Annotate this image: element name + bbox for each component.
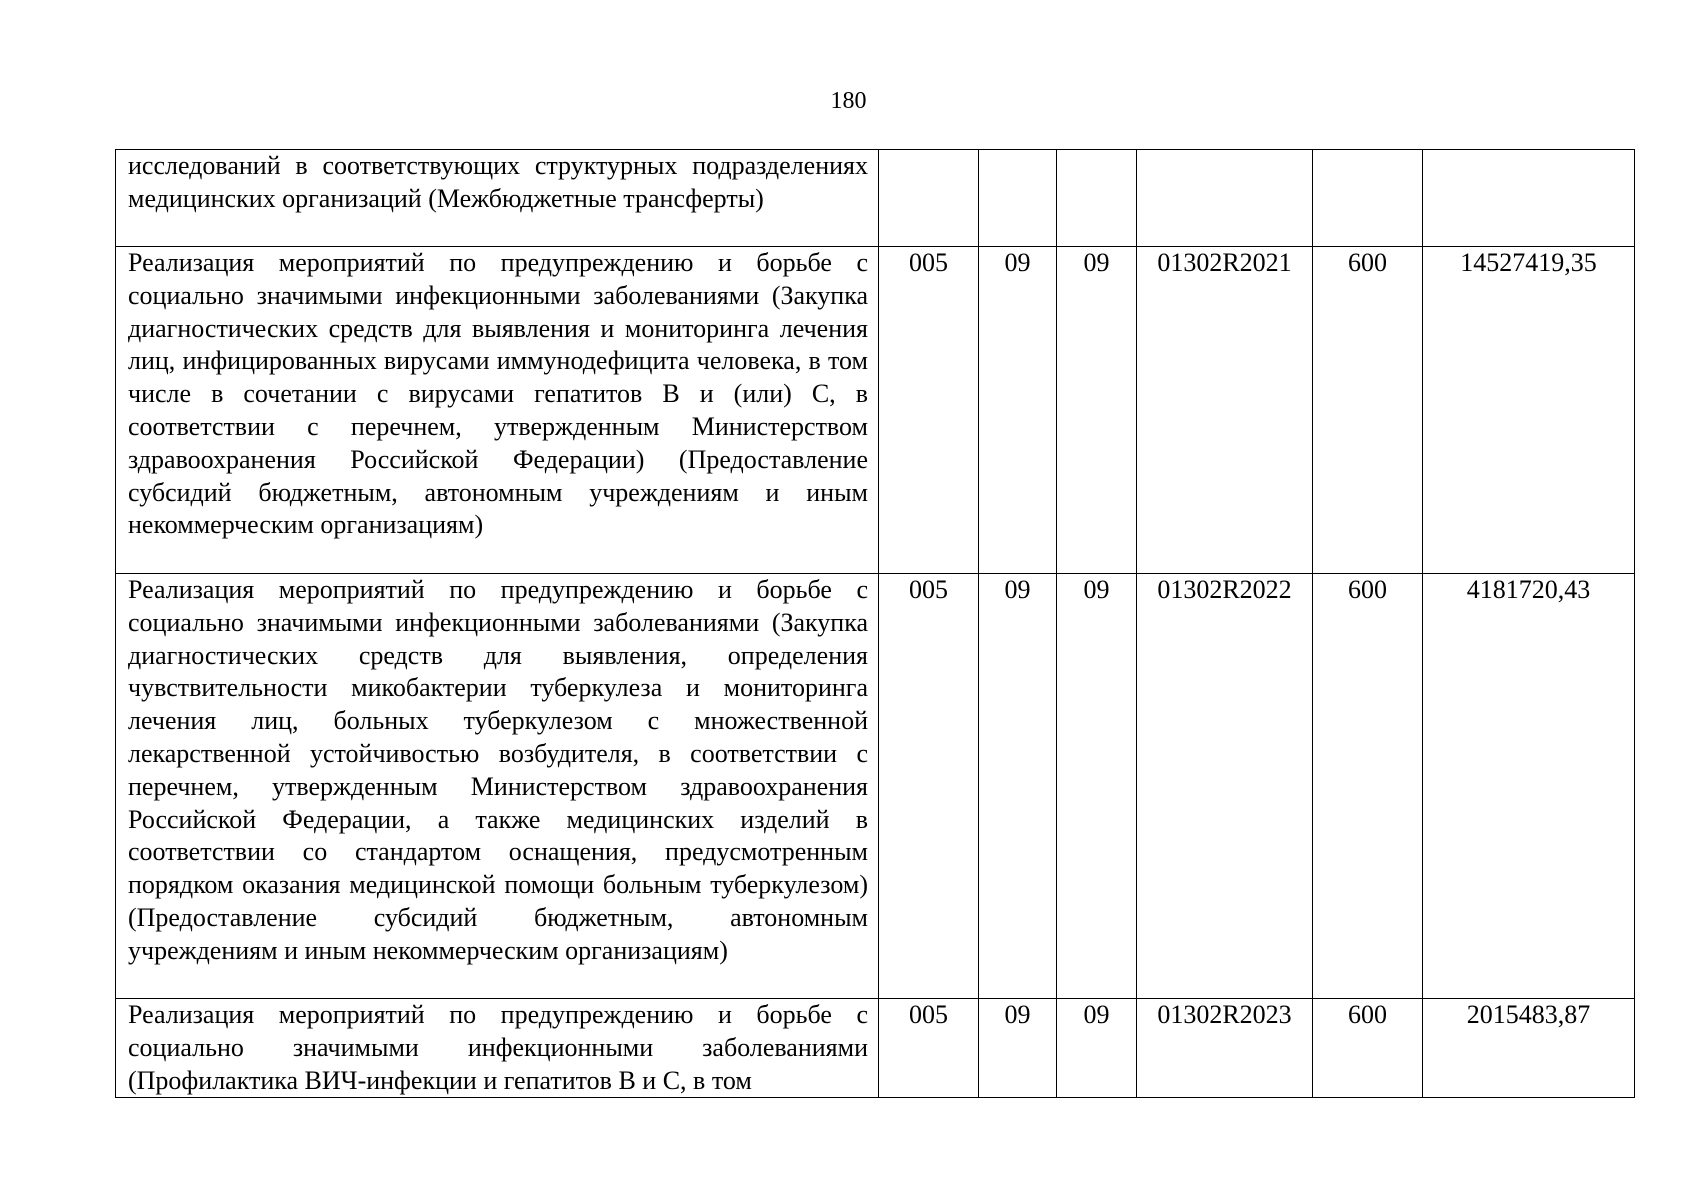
row-description: Реализация мероприятий по предупреждению и борьбе с социально значимыми инфекционными заболеваниями (Закупка диагностических средств для выявления, определения чувствительности микобактерии туберкулеза и мониторинга лечения лиц, больных туберкулезом с множественной лекарственной устойчивостью возбудителя, в соответствии с перечнем, утвержденным Министерством здравоохранения Российской Федерации, а также медицинских изделий в соответствии со стандартом оснащения, предусмотренным порядком оказания медицинской помощи больным туберкулезом) (Предоставление субсидий бюджетным, автономным учреждениям и иным некоммерческим организациям) <box>116 574 879 999</box>
budget-table <box>115 149 1635 1098</box>
target-article-code: 01302R2022 <box>1137 574 1313 999</box>
ministry-code: 005 <box>879 574 979 999</box>
subsection-code: 09 <box>1057 999 1137 1098</box>
table-row <box>116 150 1635 247</box>
row-description: Реализация мероприятий по предупреждению и борьбе с социально значимыми инфекционными заболеваниями (Профилактика ВИЧ-инфекции и гепатитов B и C, в том <box>116 999 879 1098</box>
row-description: исследований в соответствующих структурных подразделениях медицинских организаций (Межбюджетные трансферты) <box>116 150 879 247</box>
amount: 14527419,35 <box>1423 247 1635 574</box>
ministry-code: 005 <box>879 999 979 1098</box>
amount: 2015483,87 <box>1423 999 1635 1098</box>
table-row <box>116 999 1635 1098</box>
ministry-code <box>879 150 979 247</box>
amount: 4181720,43 <box>1423 574 1635 999</box>
expense-type-code: 600 <box>1313 999 1423 1098</box>
expense-type-code <box>1313 150 1423 247</box>
section-code: 09 <box>979 247 1057 574</box>
section-code: 09 <box>979 574 1057 999</box>
target-article-code: 01302R2023 <box>1137 999 1313 1098</box>
target-article-code: 01302R2021 <box>1137 247 1313 574</box>
subsection-code <box>1057 150 1137 247</box>
subsection-code: 09 <box>1057 247 1137 574</box>
target-article-code <box>1137 150 1313 247</box>
row-description: Реализация мероприятий по предупреждению и борьбе с социально значимыми инфекционными заболеваниями (Закупка диагностических средств для выявления и мониторинга лечения лиц, инфицированных вирусами иммунодефицита человека, в том числе в сочетании с вирусами гепатитов B и (или) C, в соответствии с перечнем, утвержденным Министерством здравоохранения Российской Федерации) (Предоставление субсидий бюджетным, автономным учреждениям и иным некоммерческим организациям) <box>116 247 879 574</box>
section-code <box>979 150 1057 247</box>
section-code: 09 <box>979 999 1057 1098</box>
expense-type-code: 600 <box>1313 247 1423 574</box>
page-number: 180 <box>830 88 867 114</box>
table-row <box>116 247 1635 574</box>
expense-type-code: 600 <box>1313 574 1423 999</box>
ministry-code: 005 <box>879 247 979 574</box>
amount <box>1423 150 1635 247</box>
table-row <box>116 574 1635 999</box>
subsection-code: 09 <box>1057 574 1137 999</box>
